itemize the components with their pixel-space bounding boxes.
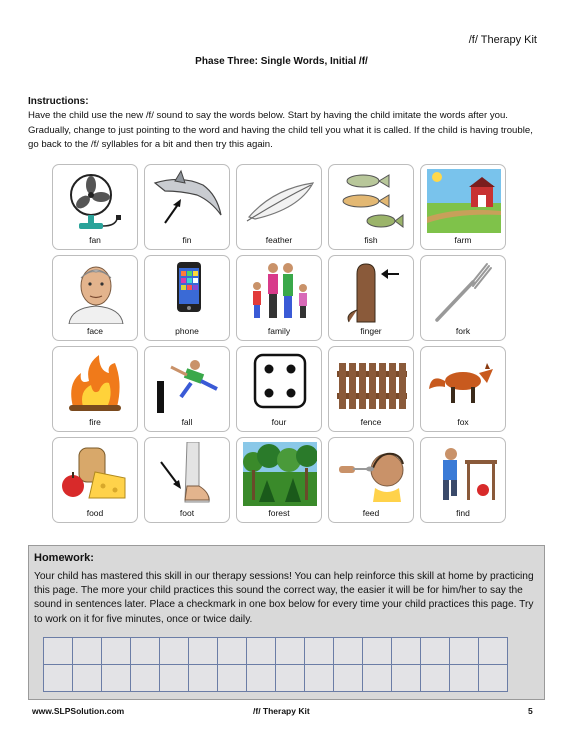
phone-icon (151, 260, 225, 324)
practice-checkbox[interactable] (189, 665, 218, 692)
practice-checkbox[interactable] (276, 665, 305, 692)
card-fence (328, 346, 414, 432)
practice-checkbox[interactable] (160, 638, 189, 665)
card-word: food (86, 508, 104, 518)
card-word: phone (175, 326, 199, 336)
header-kit-title: /f/ Therapy Kit (468, 34, 537, 46)
card-face (52, 255, 138, 341)
card-word: fork (455, 326, 471, 336)
practice-checkbox[interactable] (450, 665, 479, 692)
card-word: feather (265, 235, 293, 245)
card-finger (328, 255, 414, 341)
practice-checkbox[interactable] (44, 638, 73, 665)
card-word: fall (181, 417, 193, 427)
card-fire (52, 346, 138, 432)
practice-checkbox[interactable] (450, 638, 479, 665)
picture-card-grid (52, 164, 508, 524)
fire-icon (59, 351, 133, 415)
forest-icon (243, 442, 317, 506)
practice-checkbox[interactable] (73, 665, 102, 692)
card-word: find (456, 508, 470, 518)
card-word: family (267, 326, 291, 336)
fence-icon (335, 351, 409, 415)
feather-icon (243, 169, 317, 233)
practice-checkbox[interactable] (363, 638, 392, 665)
practice-checkbox[interactable] (421, 665, 450, 692)
fan-icon (59, 169, 133, 233)
card-foot (144, 437, 230, 523)
practice-checkbox[interactable] (363, 665, 392, 692)
card-word: forest (268, 508, 290, 518)
practice-checkbox[interactable] (276, 638, 305, 665)
card-word: fish (364, 235, 378, 245)
card-farm (420, 164, 506, 250)
card-word: feed (362, 508, 380, 518)
practice-checkbox[interactable] (102, 665, 131, 692)
card-word: four (271, 417, 287, 427)
practice-checkbox[interactable] (247, 638, 276, 665)
card-fall (144, 346, 230, 432)
fork-icon (427, 260, 501, 324)
practice-checkbox[interactable] (131, 638, 160, 665)
practice-checkbox[interactable] (305, 638, 334, 665)
homework-text: Your child has mastered this skill in our therapy sessions! You can help reinforce this skill at home by practicing this page. The more your child practices this sound the correct way, the easier it will be for him/her to say the sound in sentences later. Place a checkmark in one box below for every time your child practices this page. Try to work on it for five minutes, once or twice daily. (34, 571, 534, 625)
practice-checkbox-grid (43, 637, 508, 692)
practice-checkbox[interactable] (218, 665, 247, 692)
card-family (236, 255, 322, 341)
practice-checkbox[interactable] (479, 638, 508, 665)
card-feed (328, 437, 414, 523)
practice-checkbox[interactable] (479, 665, 508, 692)
page-title: Phase Three: Single Words, Initial /f/ (195, 56, 368, 67)
instructions-label: Instructions: (28, 96, 89, 107)
fall-icon (151, 351, 225, 415)
card-food (52, 437, 138, 523)
card-fork (420, 255, 506, 341)
practice-checkbox[interactable] (131, 665, 160, 692)
practice-checkbox[interactable] (305, 665, 334, 692)
card-feather (236, 164, 322, 250)
practice-checkbox[interactable] (334, 665, 363, 692)
practice-checkbox[interactable] (247, 665, 276, 692)
practice-checkbox[interactable] (334, 638, 363, 665)
card-phone (144, 255, 230, 341)
card-word: fence (360, 417, 382, 427)
practice-checkbox[interactable] (392, 665, 421, 692)
card-word: foot (179, 508, 195, 518)
face-icon (59, 260, 133, 324)
four-icon (243, 351, 317, 415)
footer-kit-title: /f/ Therapy Kit (253, 706, 310, 716)
practice-row (44, 665, 508, 692)
card-word: fox (457, 417, 469, 427)
card-word: finger (360, 326, 382, 336)
card-word: fan (89, 235, 101, 245)
fish-icon (335, 169, 409, 233)
card-fox (420, 346, 506, 432)
homework-box (28, 545, 545, 700)
feed-icon (335, 442, 409, 506)
find-icon (427, 442, 501, 506)
fox-icon (427, 351, 501, 415)
practice-checkbox[interactable] (218, 638, 247, 665)
foot-icon (151, 442, 225, 506)
footer-website: www.SLPSolution.com (32, 706, 125, 716)
card-word: fin (182, 235, 192, 245)
practice-checkbox[interactable] (73, 638, 102, 665)
practice-checkbox[interactable] (421, 638, 450, 665)
card-find (420, 437, 506, 523)
food-icon (59, 442, 133, 506)
practice-checkbox[interactable] (392, 638, 421, 665)
fin-icon (151, 169, 225, 233)
card-four (236, 346, 322, 432)
homework-title: Homework: (34, 552, 94, 564)
card-word: farm (454, 235, 472, 245)
card-word: fire (89, 417, 101, 427)
practice-row (44, 638, 508, 665)
page-number: 5 (528, 706, 533, 716)
card-fish (328, 164, 414, 250)
farm-icon (427, 169, 501, 233)
practice-checkbox[interactable] (160, 665, 189, 692)
practice-checkbox[interactable] (44, 665, 73, 692)
card-word: face (86, 326, 104, 336)
family-icon (243, 260, 317, 324)
card-fan (52, 164, 138, 250)
instructions-text: Have the child use the new /f/ sound to say the words below. Start by having the child imitate the words after you. Gradually, change to just pointing to the word and having the child tell you what it is called. If the child is having trouble, go back to the /f/ syllables for a bit and then try this again. (28, 110, 533, 151)
finger-icon (335, 260, 409, 324)
practice-checkbox[interactable] (189, 638, 218, 665)
card-forest (236, 437, 322, 523)
card-fin (144, 164, 230, 250)
practice-checkbox[interactable] (102, 638, 131, 665)
